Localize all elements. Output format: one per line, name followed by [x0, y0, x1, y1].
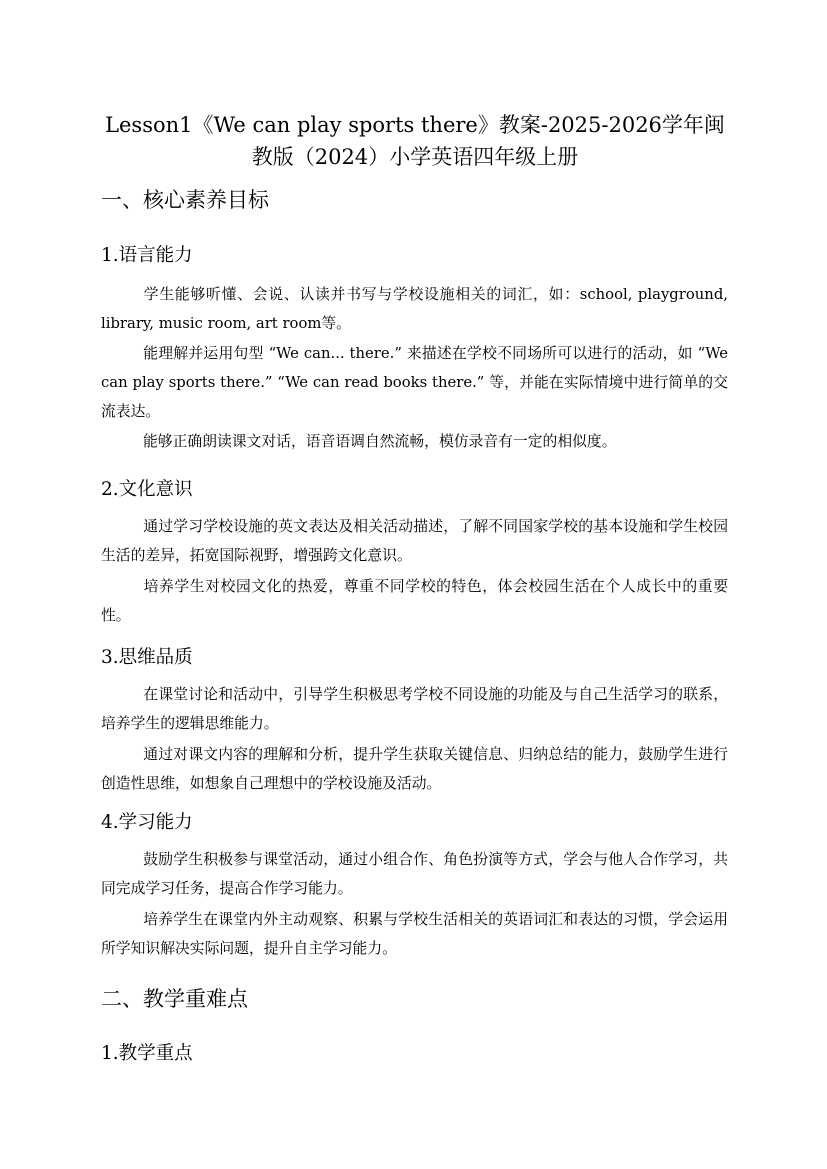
paragraph: 能够正确朗读课文对话，语音语调自然流畅，模仿录音有一定的相似度。 — [143, 433, 617, 450]
section-heading-key-difficulties: 二、教学重难点 — [101, 987, 248, 1011]
section-heading-core-goals: 一、核心素养目标 — [101, 188, 269, 212]
paragraph: 培养学生对校园文化的热爱，尊重不同学校的特色，体会校园生活在个人成长中的重要性。 — [101, 578, 728, 624]
paragraph: 鼓励学生积极参与课堂活动，通过小组合作、角色扮演等方式，学会与他人合作学习，共同完成学习任务，提高合作学习能力。 — [101, 851, 728, 897]
paragraph: 通过对课文内容的理解和分析，提升学生获取关键信息、归纳总结的能力，鼓励学生进行创造性思维，如想象自己理想中的学校设施及活动。 — [101, 746, 728, 792]
subheading-cultural-awareness: 2.文化意识 — [101, 479, 193, 500]
paragraph: 能理解并运用句型 “We can... there.” 来描述在学校不同场所可以进行的活动，如 “We can play sports there.” “We can read books there.” 等，并能在实际情境中进行简单的交流表达。 — [101, 345, 728, 420]
subheading-learning-ability: 4.学习能力 — [101, 812, 193, 833]
subheading-thinking-quality: 3.思维品质 — [101, 647, 193, 668]
subheading-language-ability: 1.语言能力 — [101, 245, 193, 266]
paragraph: 在课堂讨论和活动中，引导学生积极思考学校不同设施的功能及与自己生活学习的联系，培养学生的逻辑思维能力。 — [101, 686, 728, 732]
paragraph: 学生能够听懂、会说、认读并书写与学校设施相关的词汇，如：school, playground, library, music room, art room等。 — [101, 286, 728, 332]
document-title: Lesson1《We can play sports there》教案-2025-2026学年闽教版（2024）小学英语四年级上册 — [105, 113, 725, 169]
paragraph: 通过学习学校设施的英文表达及相关活动描述，了解不同国家学校的基本设施和学生校园生活的差异，拓宽国际视野，增强跨文化意识。 — [101, 518, 728, 564]
subheading-teaching-focus: 1.教学重点 — [101, 1043, 193, 1064]
paragraph: 培养学生在课堂内外主动观察、积累与学校生活相关的英语词汇和表达的习惯，学会运用所学知识解决实际问题，提升自主学习能力。 — [101, 911, 728, 957]
